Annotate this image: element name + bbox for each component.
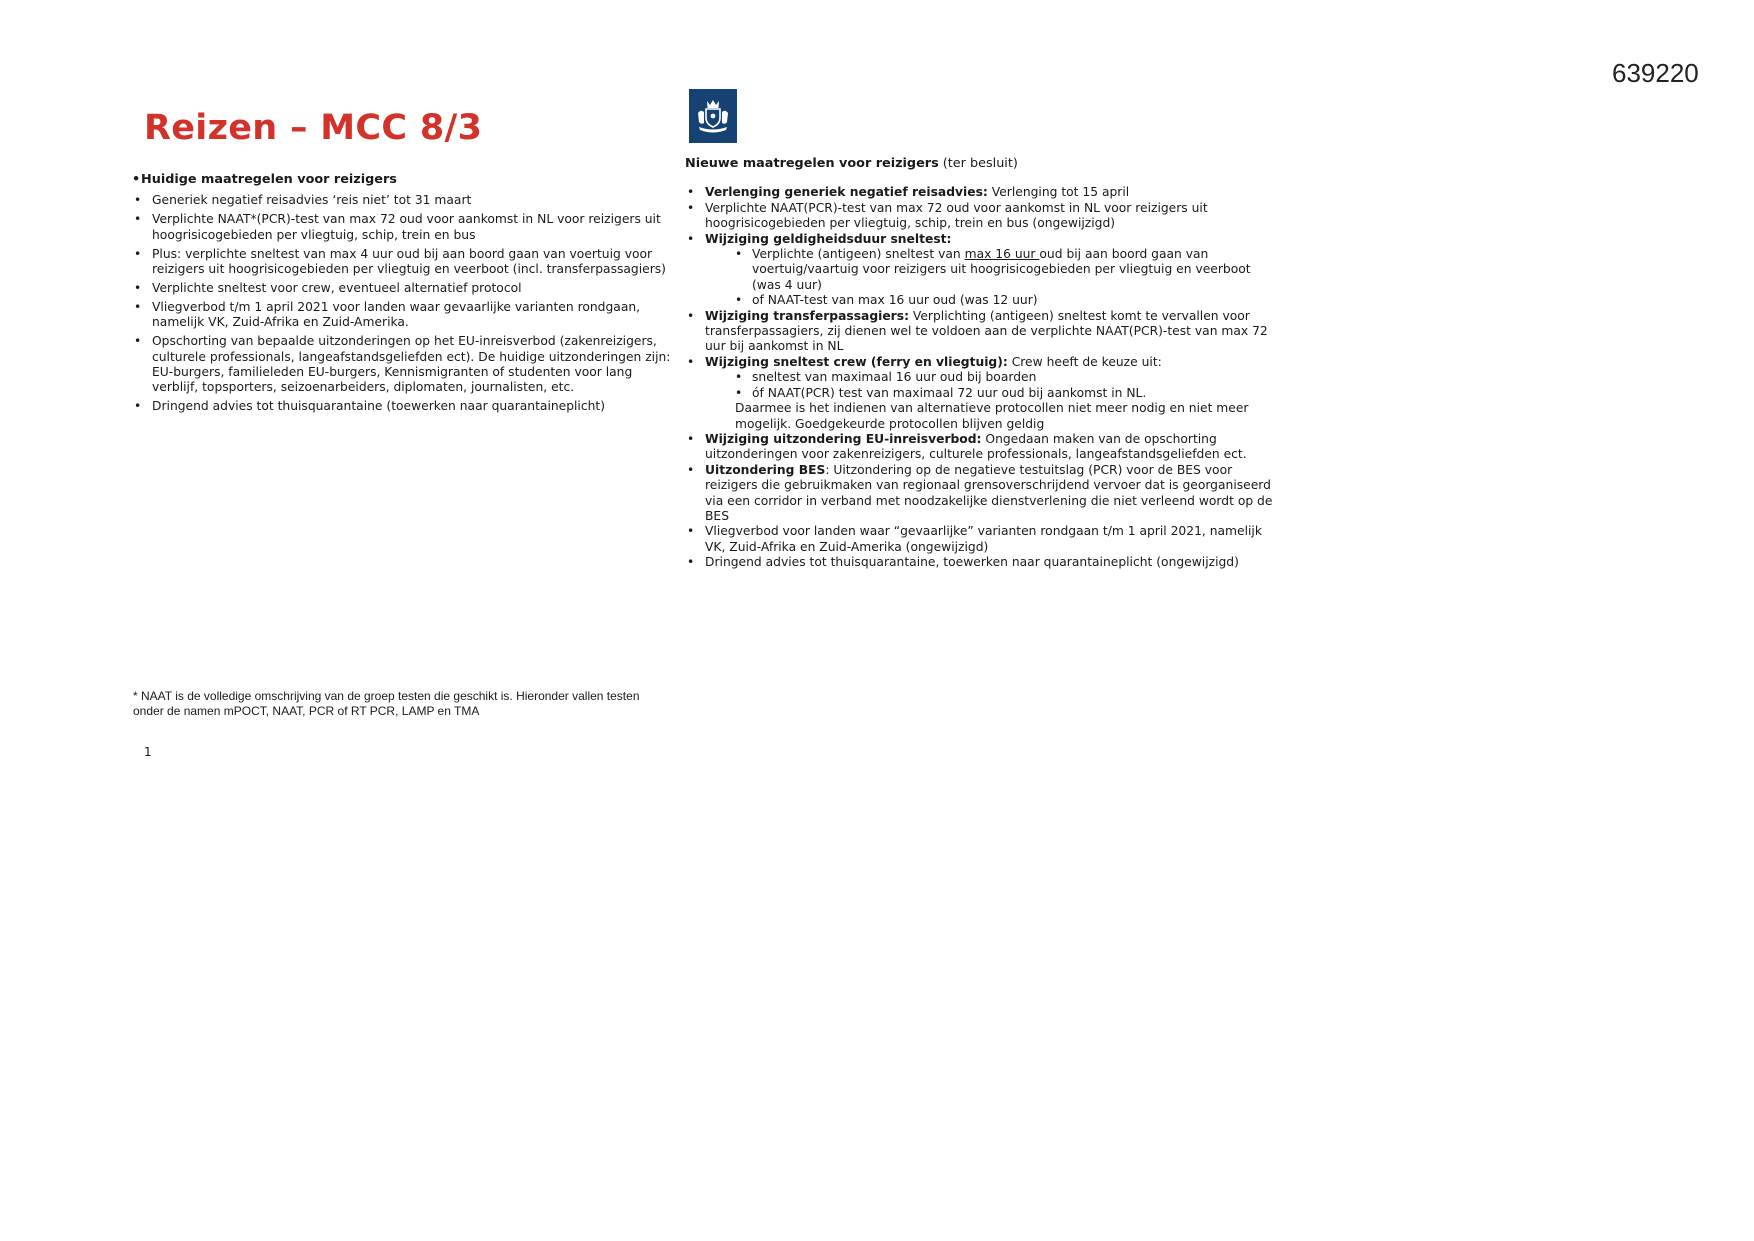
list-item: • Vliegverbod t/m 1 april 2021 voor landen waar gevaarlijke varianten rondgaan, namelijk VK, Zuid-Afrika en Zuid-Amerika.	[132, 300, 672, 331]
list-item: • Dringend advies tot thuisquarantaine (toewerken naar quarantaineplicht)	[132, 399, 672, 414]
list-item: • Wijziging sneltest crew (ferry en vliegtuig): Crew heeft de keuze uit: • sneltest van maximaal 16 uur oud bij boarden • óf NAAT(PCR) test van maximaal 72 uur oud bij aankomst in NL. Daarmee is het indienen van alternatieve protocollen niet meer nodig en niet meer mogelijk. Goedgekeurde protocollen blijven geldig	[685, 355, 1275, 432]
page-title: Reizen – MCC 8/3	[144, 108, 483, 148]
current-measures-list	[132, 193, 672, 414]
sub-list-item: • sneltest van maximaal 16 uur oud bij boarden	[705, 370, 1275, 385]
list-item: • Verlenging generiek negatief reisadvies: Verlenging tot 15 april	[685, 185, 1275, 200]
list-item: • Verplichte sneltest voor crew, eventueel alternatief protocol	[132, 281, 672, 296]
rijksoverheid-logo	[689, 89, 737, 143]
list-item: • Vliegverbod voor landen waar “gevaarlijke” varianten rondgaan t/m 1 april 2021, namelijk VK, Zuid-Afrika en Zuid-Amerika (ongewijzigd)	[685, 524, 1275, 555]
list-item: • Dringend advies tot thuisquarantaine, toewerken naar quarantaineplicht (ongewijzigd)	[685, 555, 1275, 570]
list-item: • Wijziging geldigheidsduur sneltest: • Verplichte (antigeen) sneltest van max 16 uur oud bij aan boord gaan van voertuig/vaartuig voor reizigers uit hoogrisicogebieden per vliegtuig en veerboot (was 4 uur) • of NAAT-test van max 16 uur oud (was 12 uur)	[685, 232, 1275, 309]
list-item: • Plus: verplichte sneltest van max 4 uur oud bij aan boord gaan van voertuig voor reizigers uit hoogrisicogebieden per vliegtuig en veerboot (incl. transferpassagiers)	[132, 247, 672, 278]
current-measures-heading: •Huidige maatregelen voor reizigers	[132, 172, 397, 187]
document-id: 639220	[1612, 58, 1699, 88]
sub-list-item: • Verplichte (antigeen) sneltest van max 16 uur oud bij aan boord gaan van voertuig/vaartuig voor reizigers uit hoogrisicogebieden per vliegtuig en veerboot (was 4 uur)	[705, 247, 1275, 293]
list-item: • Wijziging transferpassagiers: Verplichting (antigeen) sneltest komt te vervallen voor transferpassagiers, zij dienen wel te voldoen aan de verplichte NAAT(PCR)-test van max 72 uur bij aankomst in NL	[685, 309, 1275, 355]
new-measures-heading: Nieuwe maatregelen voor reizigers (ter besluit)	[685, 156, 1018, 171]
list-item: • Verplichte NAAT(PCR)-test van max 72 oud voor aankomst in NL voor reizigers uit hoogrisicogebieden per vliegtuig, schip, trein en bus (ongewijzigd)	[685, 201, 1275, 232]
crew-note: Daarmee is het indienen van alternatieve protocollen niet meer nodig en niet meer mogelijk. Goedgekeurde protocollen blijven geldig	[735, 401, 1249, 431]
list-item: • Generiek negatief reisadvies ‘reis niet’ tot 31 maart	[132, 193, 672, 208]
sub-list	[705, 247, 1275, 309]
new-measures-section	[685, 156, 1275, 571]
footnote: * NAAT is de volledige omschrijving van de groep testen die geschikt is. Hieronder vallen testen onder de namen mPOCT, NAAT, PCR of RT PCR, LAMP en TMA	[133, 689, 640, 718]
current-measures-section	[132, 172, 672, 418]
list-item: • Wijziging uitzondering EU-inreisverbod: Ongedaan maken van de opschorting uitzonderingen voor zakenreizigers, culturele professionals, langeafstandsgeliefden ect.	[685, 432, 1275, 463]
page-number: 1	[144, 745, 152, 759]
list-item: • Uitzondering BES: Uitzondering op de negatieve testuitslag (PCR) voor de BES voor reizigers die gebruikmaken van regionaal grensoverschrijdend vervoer dat is georganiseerd via een corridor in verband met noodzakelijke dienstverlening die niet verleend wordt op de BES	[685, 463, 1275, 525]
list-item: • Verplichte NAAT*(PCR)-test van max 72 oud voor aankomst in NL voor reizigers uit hoogrisicogebieden per vliegtuig, schip, trein en bus	[132, 212, 672, 243]
new-measures-list	[685, 185, 1275, 570]
sub-list-item: • óf NAAT(PCR) test van maximaal 72 uur oud bij aankomst in NL.	[705, 386, 1275, 401]
list-item: • Opschorting van bepaalde uitzonderingen op het EU-inreisverbod (zakenreizigers, culturele professionals, langeafstandsgeliefden ect). De huidige uitzonderingen zijn: EU-burgers, familieleden EU-burgers, Kennismigranten of studenten voor lang verblijf, topsporters, seizoenarbeiders, diplomaten, journalisten, etc.	[132, 334, 672, 396]
sub-list-item: • of NAAT-test van max 16 uur oud (was 12 uur)	[705, 293, 1275, 308]
sub-list	[705, 370, 1275, 401]
